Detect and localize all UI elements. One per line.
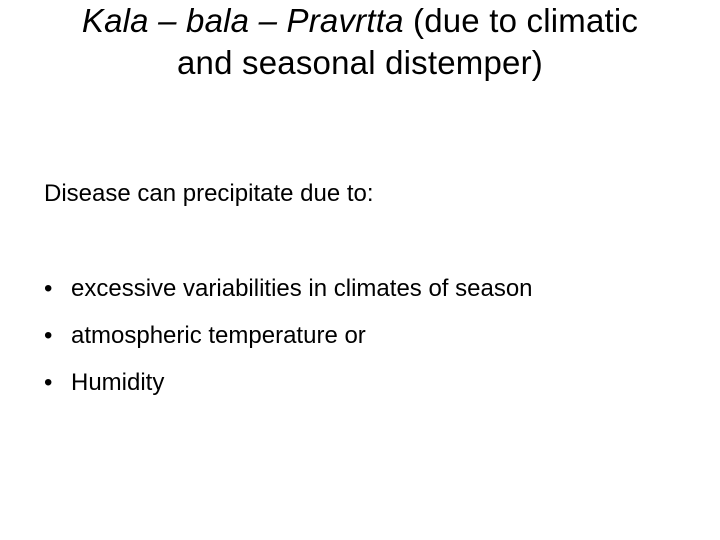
title-line-1 [20, 0, 700, 42]
title-line-1-rest: (due to climatic [403, 2, 639, 39]
slide-title [20, 0, 700, 84]
bullet-text: Humidity [71, 369, 165, 396]
bullet-text: excessive variabilities in climates of season [71, 275, 533, 302]
bullet-dot-icon: • [44, 322, 53, 349]
title-italic-term: Kala – bala – Pravrtta [81, 2, 404, 39]
intro-text: Disease can precipitate due to: [44, 180, 374, 207]
bullet-dot-icon: • [44, 369, 53, 396]
title-line-2: and seasonal distemper) [177, 44, 543, 81]
bullet-dot-icon: • [44, 275, 53, 302]
bullet-text: atmospheric temperature or [71, 322, 366, 349]
